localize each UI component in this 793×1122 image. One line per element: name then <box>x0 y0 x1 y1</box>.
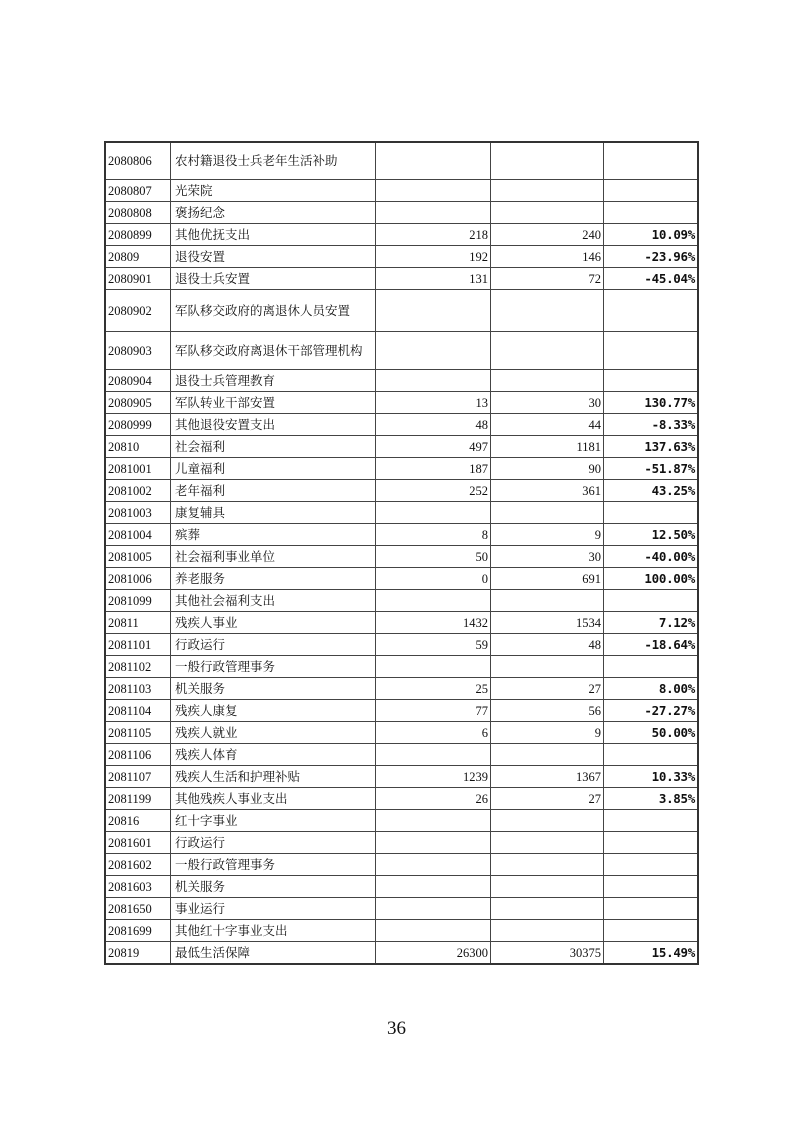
row-name: 事业运行 <box>171 898 376 920</box>
row-code: 2081102 <box>105 656 171 678</box>
row-code: 2081101 <box>105 634 171 656</box>
row-value-prev: 6 <box>376 722 491 744</box>
row-value-curr: 9 <box>491 722 604 744</box>
row-change-pct: 100.00% <box>604 568 699 590</box>
table-row <box>105 678 698 700</box>
row-value-curr: 72 <box>491 268 604 290</box>
row-code: 2081002 <box>105 480 171 502</box>
row-value-prev <box>376 832 491 854</box>
row-code: 2081003 <box>105 502 171 524</box>
table-row <box>105 546 698 568</box>
row-value-curr: 30 <box>491 546 604 568</box>
row-change-pct: -8.33% <box>604 414 699 436</box>
row-value-curr <box>491 502 604 524</box>
row-name: 老年福利 <box>171 480 376 502</box>
row-change-pct: -45.04% <box>604 268 699 290</box>
row-value-curr: 1181 <box>491 436 604 458</box>
row-value-prev: 0 <box>376 568 491 590</box>
table-row <box>105 832 698 854</box>
table-row <box>105 942 698 965</box>
row-name: 褒扬纪念 <box>171 202 376 224</box>
row-change-pct: -51.87% <box>604 458 699 480</box>
table-row <box>105 898 698 920</box>
table-row <box>105 876 698 898</box>
table-row <box>105 634 698 656</box>
row-change-pct <box>604 370 699 392</box>
table-row <box>105 332 698 370</box>
row-code: 2080807 <box>105 180 171 202</box>
row-value-curr <box>491 854 604 876</box>
row-value-prev <box>376 920 491 942</box>
row-code: 2081106 <box>105 744 171 766</box>
row-change-pct: 8.00% <box>604 678 699 700</box>
table-row <box>105 392 698 414</box>
row-value-curr <box>491 142 604 180</box>
row-name: 机关服务 <box>171 678 376 700</box>
row-change-pct: 137.63% <box>604 436 699 458</box>
row-code: 2081103 <box>105 678 171 700</box>
row-change-pct: 12.50% <box>604 524 699 546</box>
row-change-pct <box>604 744 699 766</box>
row-value-curr: 27 <box>491 788 604 810</box>
row-change-pct: 10.09% <box>604 224 699 246</box>
row-value-curr <box>491 590 604 612</box>
row-value-curr <box>491 180 604 202</box>
row-code: 2081005 <box>105 546 171 568</box>
row-code: 20810 <box>105 436 171 458</box>
row-code: 2080905 <box>105 392 171 414</box>
row-value-curr: 56 <box>491 700 604 722</box>
row-change-pct: -23.96% <box>604 246 699 268</box>
row-name: 社会福利 <box>171 436 376 458</box>
row-change-pct <box>604 502 699 524</box>
row-value-curr: 240 <box>491 224 604 246</box>
row-name: 养老服务 <box>171 568 376 590</box>
row-name: 军队移交政府的离退休人员安置 <box>171 290 376 332</box>
row-value-prev <box>376 370 491 392</box>
row-value-curr <box>491 744 604 766</box>
row-change-pct: 50.00% <box>604 722 699 744</box>
row-change-pct <box>604 898 699 920</box>
row-value-prev <box>376 202 491 224</box>
row-change-pct: -27.27% <box>604 700 699 722</box>
row-value-prev: 26 <box>376 788 491 810</box>
row-value-curr: 9 <box>491 524 604 546</box>
row-name: 一般行政管理事务 <box>171 656 376 678</box>
table-row <box>105 268 698 290</box>
row-value-prev: 218 <box>376 224 491 246</box>
row-code: 2081105 <box>105 722 171 744</box>
row-change-pct: 130.77% <box>604 392 699 414</box>
table-row <box>105 700 698 722</box>
row-name: 其他社会福利支出 <box>171 590 376 612</box>
row-value-curr <box>491 370 604 392</box>
row-name: 残疾人生活和护理补贴 <box>171 766 376 788</box>
budget-table <box>104 141 699 965</box>
table-row <box>105 246 698 268</box>
row-name: 儿童福利 <box>171 458 376 480</box>
table-row <box>105 480 698 502</box>
row-code: 20819 <box>105 942 171 965</box>
row-name: 其他红十字事业支出 <box>171 920 376 942</box>
row-change-pct <box>604 290 699 332</box>
row-name: 行政运行 <box>171 634 376 656</box>
row-name: 退役安置 <box>171 246 376 268</box>
row-change-pct <box>604 590 699 612</box>
row-change-pct: 10.33% <box>604 766 699 788</box>
row-change-pct <box>604 142 699 180</box>
table-row <box>105 180 698 202</box>
row-code: 2081099 <box>105 590 171 612</box>
table-row <box>105 290 698 332</box>
row-code: 2080904 <box>105 370 171 392</box>
row-name: 行政运行 <box>171 832 376 854</box>
row-value-curr: 146 <box>491 246 604 268</box>
row-code: 2080999 <box>105 414 171 436</box>
table-row <box>105 502 698 524</box>
row-value-curr <box>491 202 604 224</box>
row-value-prev: 252 <box>376 480 491 502</box>
row-change-pct <box>604 332 699 370</box>
row-change-pct: -18.64% <box>604 634 699 656</box>
row-name: 康复辅具 <box>171 502 376 524</box>
row-value-prev <box>376 656 491 678</box>
row-change-pct <box>604 920 699 942</box>
row-code: 2081699 <box>105 920 171 942</box>
table-row <box>105 414 698 436</box>
row-code: 2081601 <box>105 832 171 854</box>
row-change-pct <box>604 180 699 202</box>
table-row <box>105 590 698 612</box>
row-change-pct: 3.85% <box>604 788 699 810</box>
table-row <box>105 142 698 180</box>
row-change-pct <box>604 202 699 224</box>
row-value-prev: 59 <box>376 634 491 656</box>
table-row <box>105 810 698 832</box>
row-code: 2081001 <box>105 458 171 480</box>
row-code: 20811 <box>105 612 171 634</box>
row-code: 20809 <box>105 246 171 268</box>
row-value-prev: 497 <box>376 436 491 458</box>
row-value-prev: 1239 <box>376 766 491 788</box>
row-name: 军队移交政府离退休干部管理机构 <box>171 332 376 370</box>
row-value-curr <box>491 832 604 854</box>
row-change-pct <box>604 876 699 898</box>
row-name: 军队转业干部安置 <box>171 392 376 414</box>
row-value-prev <box>376 744 491 766</box>
table-row <box>105 766 698 788</box>
table-row <box>105 202 698 224</box>
row-name: 红十字事业 <box>171 810 376 832</box>
row-value-curr: 30 <box>491 392 604 414</box>
row-code: 20816 <box>105 810 171 832</box>
row-change-pct <box>604 854 699 876</box>
row-value-prev: 187 <box>376 458 491 480</box>
row-name: 退役士兵管理教育 <box>171 370 376 392</box>
row-value-curr <box>491 656 604 678</box>
row-value-prev <box>376 502 491 524</box>
table-row <box>105 612 698 634</box>
row-value-curr <box>491 920 604 942</box>
row-value-prev <box>376 290 491 332</box>
row-value-curr: 90 <box>491 458 604 480</box>
table-row <box>105 920 698 942</box>
row-value-curr <box>491 876 604 898</box>
row-code: 2081104 <box>105 700 171 722</box>
row-code: 2081650 <box>105 898 171 920</box>
row-value-prev: 131 <box>376 268 491 290</box>
row-value-prev <box>376 180 491 202</box>
row-change-pct <box>604 656 699 678</box>
table-row <box>105 436 698 458</box>
row-value-curr: 1534 <box>491 612 604 634</box>
row-value-prev: 48 <box>376 414 491 436</box>
row-code: 2080903 <box>105 332 171 370</box>
row-value-prev <box>376 898 491 920</box>
row-code: 2081006 <box>105 568 171 590</box>
row-value-prev: 13 <box>376 392 491 414</box>
row-name: 一般行政管理事务 <box>171 854 376 876</box>
row-value-curr: 30375 <box>491 942 604 965</box>
row-value-prev <box>376 332 491 370</box>
row-name: 其他退役安置支出 <box>171 414 376 436</box>
table-row <box>105 744 698 766</box>
row-value-curr <box>491 898 604 920</box>
row-name: 残疾人体育 <box>171 744 376 766</box>
row-value-curr: 691 <box>491 568 604 590</box>
row-value-curr: 27 <box>491 678 604 700</box>
row-name: 残疾人就业 <box>171 722 376 744</box>
page-number: 36 <box>387 1018 406 1039</box>
row-code: 2081199 <box>105 788 171 810</box>
table-row <box>105 458 698 480</box>
row-name: 其他残疾人事业支出 <box>171 788 376 810</box>
row-code: 2080808 <box>105 202 171 224</box>
table-row <box>105 224 698 246</box>
row-name: 机关服务 <box>171 876 376 898</box>
row-code: 2081004 <box>105 524 171 546</box>
table-row <box>105 568 698 590</box>
row-code: 2080902 <box>105 290 171 332</box>
row-name: 残疾人事业 <box>171 612 376 634</box>
row-value-prev <box>376 142 491 180</box>
row-name: 残疾人康复 <box>171 700 376 722</box>
row-value-prev: 8 <box>376 524 491 546</box>
row-change-pct: -40.00% <box>604 546 699 568</box>
row-value-prev: 192 <box>376 246 491 268</box>
row-value-curr: 48 <box>491 634 604 656</box>
row-value-prev: 50 <box>376 546 491 568</box>
row-value-prev <box>376 876 491 898</box>
row-change-pct: 7.12% <box>604 612 699 634</box>
row-name: 农村籍退役士兵老年生活补助 <box>171 142 376 180</box>
row-name: 最低生活保障 <box>171 942 376 965</box>
row-change-pct: 43.25% <box>604 480 699 502</box>
row-code: 2080806 <box>105 142 171 180</box>
row-name: 其他优抚支出 <box>171 224 376 246</box>
row-name: 殡葬 <box>171 524 376 546</box>
row-value-curr <box>491 810 604 832</box>
row-value-prev <box>376 590 491 612</box>
table-row <box>105 370 698 392</box>
table-row <box>105 788 698 810</box>
table-row <box>105 854 698 876</box>
row-value-curr <box>491 290 604 332</box>
row-value-prev <box>376 854 491 876</box>
budget-table-body <box>105 142 698 964</box>
table-row <box>105 722 698 744</box>
row-value-prev: 1432 <box>376 612 491 634</box>
row-value-prev: 77 <box>376 700 491 722</box>
row-change-pct <box>604 832 699 854</box>
row-change-pct <box>604 810 699 832</box>
row-code: 2081602 <box>105 854 171 876</box>
row-code: 2080901 <box>105 268 171 290</box>
row-value-curr <box>491 332 604 370</box>
row-value-curr: 361 <box>491 480 604 502</box>
row-change-pct: 15.49% <box>604 942 699 965</box>
row-name: 光荣院 <box>171 180 376 202</box>
row-value-curr: 1367 <box>491 766 604 788</box>
row-code: 2080899 <box>105 224 171 246</box>
row-value-prev <box>376 810 491 832</box>
row-name: 社会福利事业单位 <box>171 546 376 568</box>
row-value-prev: 26300 <box>376 942 491 965</box>
row-code: 2081603 <box>105 876 171 898</box>
row-code: 2081107 <box>105 766 171 788</box>
table-row <box>105 656 698 678</box>
row-name: 退役士兵安置 <box>171 268 376 290</box>
row-value-prev: 25 <box>376 678 491 700</box>
row-value-curr: 44 <box>491 414 604 436</box>
table-row <box>105 524 698 546</box>
